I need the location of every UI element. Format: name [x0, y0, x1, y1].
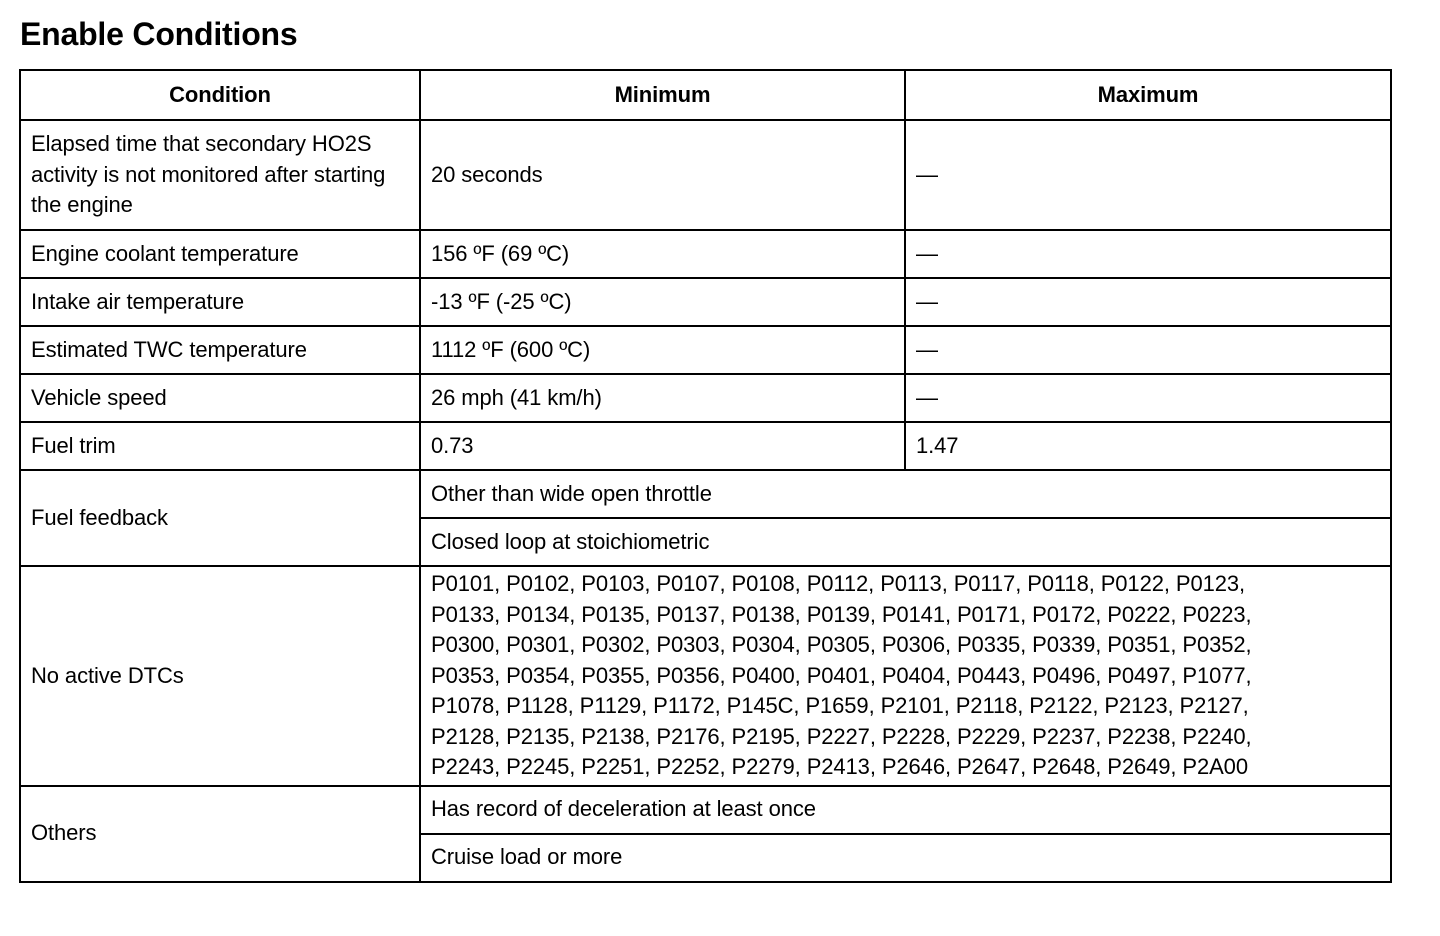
minimum-cell: 26 mph (41 km/h) — [420, 374, 905, 422]
minimum-cell: 156 ºF (69 ºC) — [420, 230, 905, 278]
dtc-list: P0101, P0102, P0103, P0107, P0108, P0112, P0113, P0117, P0118, P0122, P0123, P0133, P0134, P0135, P0137, P0138, P0139, P0141, P0171, P0172, P0222, P0223, P0300, P0301, P0302, P0303, P0304, P0305, P0306, P0335, P0339, P0351, P0352, P0353, P0354, P0355, P0356, P0400, P0401, P0404, P0443, P0496, P0497, P1077, P1078, P1128, P1129, P1172, P145C, P1659, P2101, P2118, P2122, P2123, P2127, P2128, P2135, P2138, P2176, P2195, P2227, P2228, P2229, P2237, P2238, P2240, P2243, P2245, P2251, P2252, P2279, P2413, P2646, P2647, P2648, P2649, P2A00 — [420, 566, 1391, 786]
maximum-cell: — — [905, 374, 1391, 422]
column-header-maximum: Maximum — [905, 70, 1391, 120]
condition-cell: Engine coolant temperature — [20, 230, 420, 278]
fuel-feedback-value: Closed loop at stoichiometric — [420, 518, 1391, 566]
table-row — [20, 230, 1391, 278]
minimum-cell: -13 ºF (-25 ºC) — [420, 278, 905, 326]
maximum-cell: — — [905, 326, 1391, 374]
header-row — [20, 70, 1391, 120]
maximum-cell: — — [905, 230, 1391, 278]
condition-cell: Vehicle speed — [20, 374, 420, 422]
column-header-condition: Condition — [20, 70, 420, 120]
maximum-cell: 1.47 — [905, 422, 1391, 470]
table-row — [20, 566, 1391, 786]
minimum-cell: 1112 ºF (600 ºC) — [420, 326, 905, 374]
maximum-cell: — — [905, 120, 1391, 230]
table-row — [20, 374, 1391, 422]
fuel-feedback-value: Other than wide open throttle — [420, 470, 1391, 518]
maximum-cell: — — [905, 278, 1391, 326]
table-row — [20, 422, 1391, 470]
condition-cell: Elapsed time that secondary HO2S activity is not monitored after starting the engine — [20, 120, 420, 230]
others-value: Cruise load or more — [420, 834, 1391, 882]
table-row — [20, 120, 1391, 230]
table-row — [20, 786, 1391, 834]
minimum-cell: 0.73 — [420, 422, 905, 470]
minimum-cell: 20 seconds — [420, 120, 905, 230]
table-row — [20, 278, 1391, 326]
column-header-minimum: Minimum — [420, 70, 905, 120]
others-value: Has record of deceleration at least once — [420, 786, 1391, 834]
condition-cell: Intake air temperature — [20, 278, 420, 326]
condition-cell: Fuel trim — [20, 422, 420, 470]
page-title: Enable Conditions — [20, 16, 298, 52]
condition-cell-no-active-dtcs: No active DTCs — [20, 566, 420, 786]
condition-cell: Estimated TWC temperature — [20, 326, 420, 374]
condition-cell-fuel-feedback: Fuel feedback — [20, 470, 420, 566]
table-row — [20, 470, 1391, 518]
condition-cell-others: Others — [20, 786, 420, 882]
enable-conditions-table — [19, 69, 1392, 883]
table-row — [20, 326, 1391, 374]
